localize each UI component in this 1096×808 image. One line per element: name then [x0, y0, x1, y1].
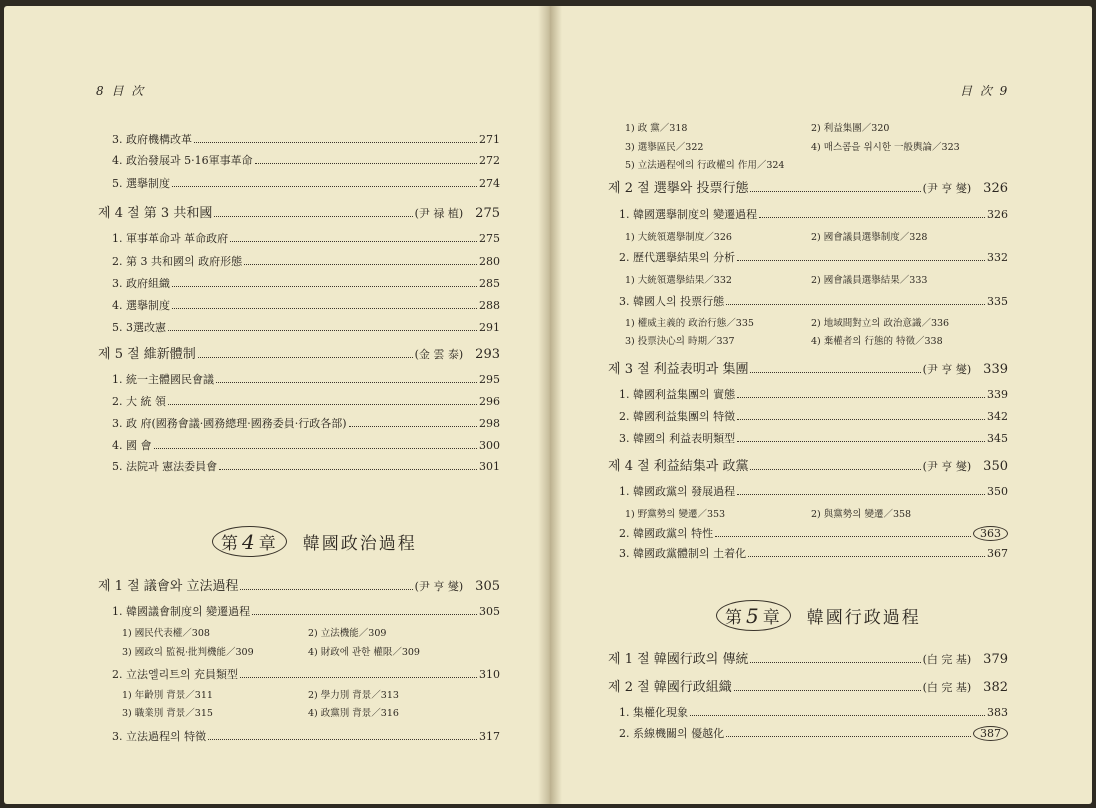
section-title: 제 1 절 韓國行政의 傳統 [608, 652, 749, 667]
subentry: 1) 大統領選擧制度／326 [625, 232, 732, 243]
page-number: 272 [479, 154, 500, 167]
subentry: 3) 選擧區民／322 [625, 142, 704, 153]
subentry-row [625, 157, 784, 171]
subentry-row [625, 139, 960, 153]
subentry: 1) 年齡別 背景／311 [122, 690, 213, 701]
subentry-row [625, 315, 949, 329]
page-number: 339 [987, 388, 1008, 401]
section-author: (尹 亨 燮) [922, 363, 972, 376]
book-gutter [538, 6, 562, 804]
toc-entry[interactable] [619, 293, 1008, 309]
leader-dots [750, 372, 920, 373]
running-head: 目 次 9 [960, 84, 1010, 98]
page-number: 310 [479, 668, 500, 681]
leader-dots [208, 739, 477, 740]
page-number: 298 [479, 417, 500, 430]
leader-dots [168, 330, 477, 331]
leader-dots [230, 241, 477, 242]
toc-section[interactable] [608, 455, 1008, 474]
page-number: 326 [987, 208, 1008, 221]
running-head: 8 目 次 [96, 84, 146, 98]
page-number: 275 [475, 206, 500, 221]
chapter-number-circle [212, 526, 287, 557]
chapter-prefix: 第 [221, 534, 240, 554]
chapter-heading [212, 526, 417, 557]
chapter-suffix: 章 [762, 608, 782, 628]
section-author: (尹 亨 燮) [922, 182, 972, 195]
entry-title: 1. 軍事革命과 革命政府 [112, 232, 229, 245]
page-number: 288 [479, 299, 500, 312]
subentry: 2) 學力別 背景／313 [308, 690, 399, 701]
toc-entry[interactable] [619, 725, 1008, 741]
entry-title: 1. 韓國選擧制度의 變遷過程 [619, 208, 758, 221]
page-number: 317 [479, 730, 500, 743]
leader-dots [252, 614, 477, 615]
toc-entry[interactable] [112, 297, 500, 313]
page-number: 382 [983, 680, 1008, 695]
subentry: 1) 國民代表權／308 [122, 628, 210, 639]
toc-entry[interactable] [619, 483, 1008, 499]
entry-title: 4. 國 會 [112, 439, 152, 452]
chapter-title: 韓國行政過程 [806, 608, 921, 628]
entry-title: 2. 大 統 領 [112, 395, 166, 408]
toc-entry[interactable] [619, 386, 1008, 402]
toc-entry[interactable] [112, 319, 500, 335]
entry-title: 3. 韓國人의 投票行態 [619, 295, 725, 308]
leader-dots [172, 186, 477, 187]
subentry-row [122, 705, 399, 719]
leader-dots [349, 426, 477, 427]
section-title: 제 1 절 議會와 立法過程 [98, 579, 239, 594]
leader-dots [726, 736, 971, 737]
entry-title: 3. 政府機構改革 [112, 133, 192, 146]
entry-title: 2. 韓國政黨의 特性 [619, 527, 714, 540]
page-number: 387 [973, 726, 1008, 741]
subentry: 3) 職業別 背景／315 [122, 708, 213, 719]
section-title: 제 5 절 維新體制 [98, 347, 196, 362]
subentry-row [625, 229, 927, 243]
section-title: 제 2 절 韓國行政組織 [608, 680, 732, 695]
toc-section[interactable] [608, 177, 1008, 196]
section-author: (白 完 基) [922, 681, 972, 694]
page-number: 350 [987, 485, 1008, 498]
leader-dots [240, 677, 477, 678]
toc-entry[interactable] [112, 393, 500, 409]
chapter-heading [716, 600, 921, 631]
chapter-number: 5 [746, 604, 761, 628]
subentry: 2) 地域間對立의 政治意識／336 [811, 318, 950, 329]
chapter-prefix: 第 [725, 608, 744, 628]
leader-dots [214, 216, 412, 217]
subentry: 2) 國會議員選擧結果／333 [811, 275, 928, 286]
entry-title: 1. 韓國議會制度의 變遷過程 [112, 605, 251, 618]
toc-entry[interactable] [112, 152, 500, 168]
subentry: 1) 權威主義的 政治行態／335 [625, 318, 754, 329]
section-author: (尹 亨 燮) [922, 460, 972, 473]
toc-section[interactable] [98, 575, 500, 594]
chapter-title: 韓國政治過程 [302, 534, 417, 554]
page-number: 363 [973, 526, 1008, 541]
leader-dots [715, 536, 971, 537]
toc-entry[interactable] [112, 175, 500, 191]
toc-entry[interactable] [112, 603, 500, 619]
section-title: 제 4 절 第 3 共和國 [98, 206, 213, 221]
page-number: 335 [987, 295, 1008, 308]
section-author: (尹 禄 植) [414, 207, 464, 220]
page-number: 300 [479, 439, 500, 452]
section-author: (白 完 基) [922, 653, 972, 666]
toc-entry[interactable] [619, 408, 1008, 424]
page-number: 296 [479, 395, 500, 408]
leader-dots [750, 662, 920, 663]
entry-title: 2. 立法엘리트의 充員類型 [112, 668, 238, 681]
leader-dots [244, 264, 477, 265]
entry-title: 4. 政治發展과 5·16軍事革命 [112, 154, 253, 167]
toc-entry[interactable] [112, 458, 500, 474]
subentry-row [625, 120, 889, 134]
entry-title: 2. 韓國利益集團의 特徵 [619, 410, 736, 423]
subentry-row [122, 644, 420, 658]
entry-title: 1. 韓國政黨의 發展過程 [619, 485, 736, 498]
page-number: 301 [479, 460, 500, 473]
page-number: 280 [479, 255, 500, 268]
entry-title: 5. 法院과 憲法委員會 [112, 460, 218, 473]
section-title: 제 2 절 選擧와 投票行態 [608, 181, 749, 196]
page-number: 345 [987, 432, 1008, 445]
chapter-suffix: 章 [258, 534, 278, 554]
toc-entry[interactable] [112, 437, 500, 453]
leader-dots [734, 690, 921, 691]
leader-dots [240, 589, 412, 590]
toc-entry[interactable] [112, 728, 500, 744]
entry-title: 2. 系線機關의 優越化 [619, 727, 725, 740]
subentry-row [122, 625, 386, 639]
toc-section[interactable] [98, 343, 500, 362]
page-number: 271 [479, 133, 500, 146]
page-number: 285 [479, 277, 500, 290]
subentry: 2) 國會議員選擧制度／328 [811, 232, 928, 243]
page-number: 305 [479, 605, 500, 618]
leader-dots [198, 357, 413, 358]
leader-dots [194, 142, 477, 143]
page-number: 367 [987, 547, 1008, 560]
section-title: 제 4 절 利益結集과 政黨 [608, 459, 749, 474]
chapter-number: 4 [242, 530, 257, 554]
subentry: 4) 매스콤을 위시한 一般輿論／323 [811, 142, 960, 153]
subentry: 4) 財政에 관한 權限／309 [308, 647, 420, 658]
page-number: 383 [987, 706, 1008, 719]
leader-dots [168, 404, 477, 405]
subentry: 5) 立法過程에의 行政權의 作用／324 [625, 160, 785, 171]
toc-entry[interactable] [112, 131, 500, 147]
leader-dots [750, 191, 920, 192]
toc-section[interactable] [608, 648, 1008, 667]
leader-dots [737, 419, 985, 420]
entry-title: 3. 政府組織 [112, 277, 170, 290]
entry-title: 2. 歷代選擧結果의 分析 [619, 251, 736, 264]
toc-entry[interactable] [112, 253, 500, 269]
chapter-number-circle [716, 600, 791, 631]
subentry-row [122, 687, 399, 701]
subentry: 2) 立法機能／309 [308, 628, 387, 639]
entry-title: 1. 統一主體國民會議 [112, 373, 214, 386]
toc-entry[interactable] [619, 704, 1008, 720]
page-number: 326 [983, 181, 1008, 196]
entry-title: 1. 韓國利益集團의 實態 [619, 388, 736, 401]
page-number: 332 [987, 251, 1008, 264]
leader-dots [737, 494, 985, 495]
page-number: 305 [475, 579, 500, 594]
entry-title: 1. 集權化現象 [619, 706, 688, 719]
entry-title: 5. 3選改憲 [112, 321, 166, 334]
subentry: 1) 大統領選擧結果／332 [625, 275, 732, 286]
page-number: 293 [475, 347, 500, 362]
leader-dots [737, 397, 985, 398]
leader-dots [219, 469, 477, 470]
subentry: 3) 國政의 監視·批判機能／309 [122, 647, 254, 658]
entry-title: 2. 第 3 共和國의 政府形態 [112, 255, 243, 268]
entry-title: 5. 選擧制度 [112, 177, 170, 190]
subentry: 1) 政 黨／318 [625, 123, 688, 134]
page-number: 342 [987, 410, 1008, 423]
leader-dots [750, 469, 920, 470]
leader-dots [737, 260, 985, 261]
leader-dots [690, 715, 985, 716]
toc-section[interactable] [608, 676, 1008, 695]
toc-entry[interactable] [112, 230, 500, 246]
section-title: 제 3 절 利益表明과 集團 [608, 362, 749, 377]
subentry: 3) 投票決心의 時期／337 [625, 336, 735, 347]
subentry-row [625, 272, 927, 286]
leader-dots [172, 286, 477, 287]
subentry: 4) 政黨別 背景／316 [308, 708, 399, 719]
toc-entry[interactable] [112, 275, 500, 291]
entry-title: 3. 韓國政黨體制의 土着化 [619, 547, 747, 560]
subentry: 2) 利益集團／320 [811, 123, 890, 134]
entry-title: 3. 政 府(國務會議·國務總理·國務委員·行政各部) [112, 417, 347, 430]
page-number: 339 [983, 362, 1008, 377]
section-author: (尹 亨 燮) [414, 580, 464, 593]
page-number: 275 [479, 232, 500, 245]
subentry: 4) 棄權者의 行態的 特徵／338 [811, 336, 943, 347]
page-number: 379 [983, 652, 1008, 667]
section-author: (金 雲 泰) [414, 348, 464, 361]
page-number: 291 [479, 321, 500, 334]
page-number: 350 [983, 459, 1008, 474]
toc-section[interactable] [608, 358, 1008, 377]
leader-dots [737, 441, 985, 442]
leader-dots [726, 304, 985, 305]
subentry-row [625, 506, 911, 520]
toc-entry[interactable] [112, 371, 500, 387]
toc-entry[interactable] [619, 249, 1008, 265]
page-number: 274 [479, 177, 500, 190]
toc-entry[interactable] [619, 206, 1008, 222]
leader-dots [154, 448, 478, 449]
entry-title: 3. 立法過程의 特徵 [112, 730, 207, 743]
leader-dots [748, 556, 985, 557]
toc-entry[interactable] [112, 415, 500, 431]
subentry: 1) 野黨勢의 變遷／353 [625, 509, 726, 520]
toc-entry[interactable] [619, 545, 1008, 561]
leader-dots [172, 308, 477, 309]
toc-entry[interactable] [112, 666, 500, 682]
leader-dots [255, 163, 477, 164]
entry-title: 3. 韓國의 利益表明類型 [619, 432, 736, 445]
page-number: 295 [479, 373, 500, 386]
subentry: 2) 與黨勢의 變遷／358 [811, 509, 912, 520]
toc-entry[interactable] [619, 430, 1008, 446]
subentry-row [625, 333, 943, 347]
leader-dots [216, 382, 477, 383]
toc-section[interactable] [98, 202, 500, 221]
toc-entry[interactable] [619, 525, 1008, 541]
entry-title: 4. 選擧制度 [112, 299, 170, 312]
leader-dots [759, 217, 985, 218]
